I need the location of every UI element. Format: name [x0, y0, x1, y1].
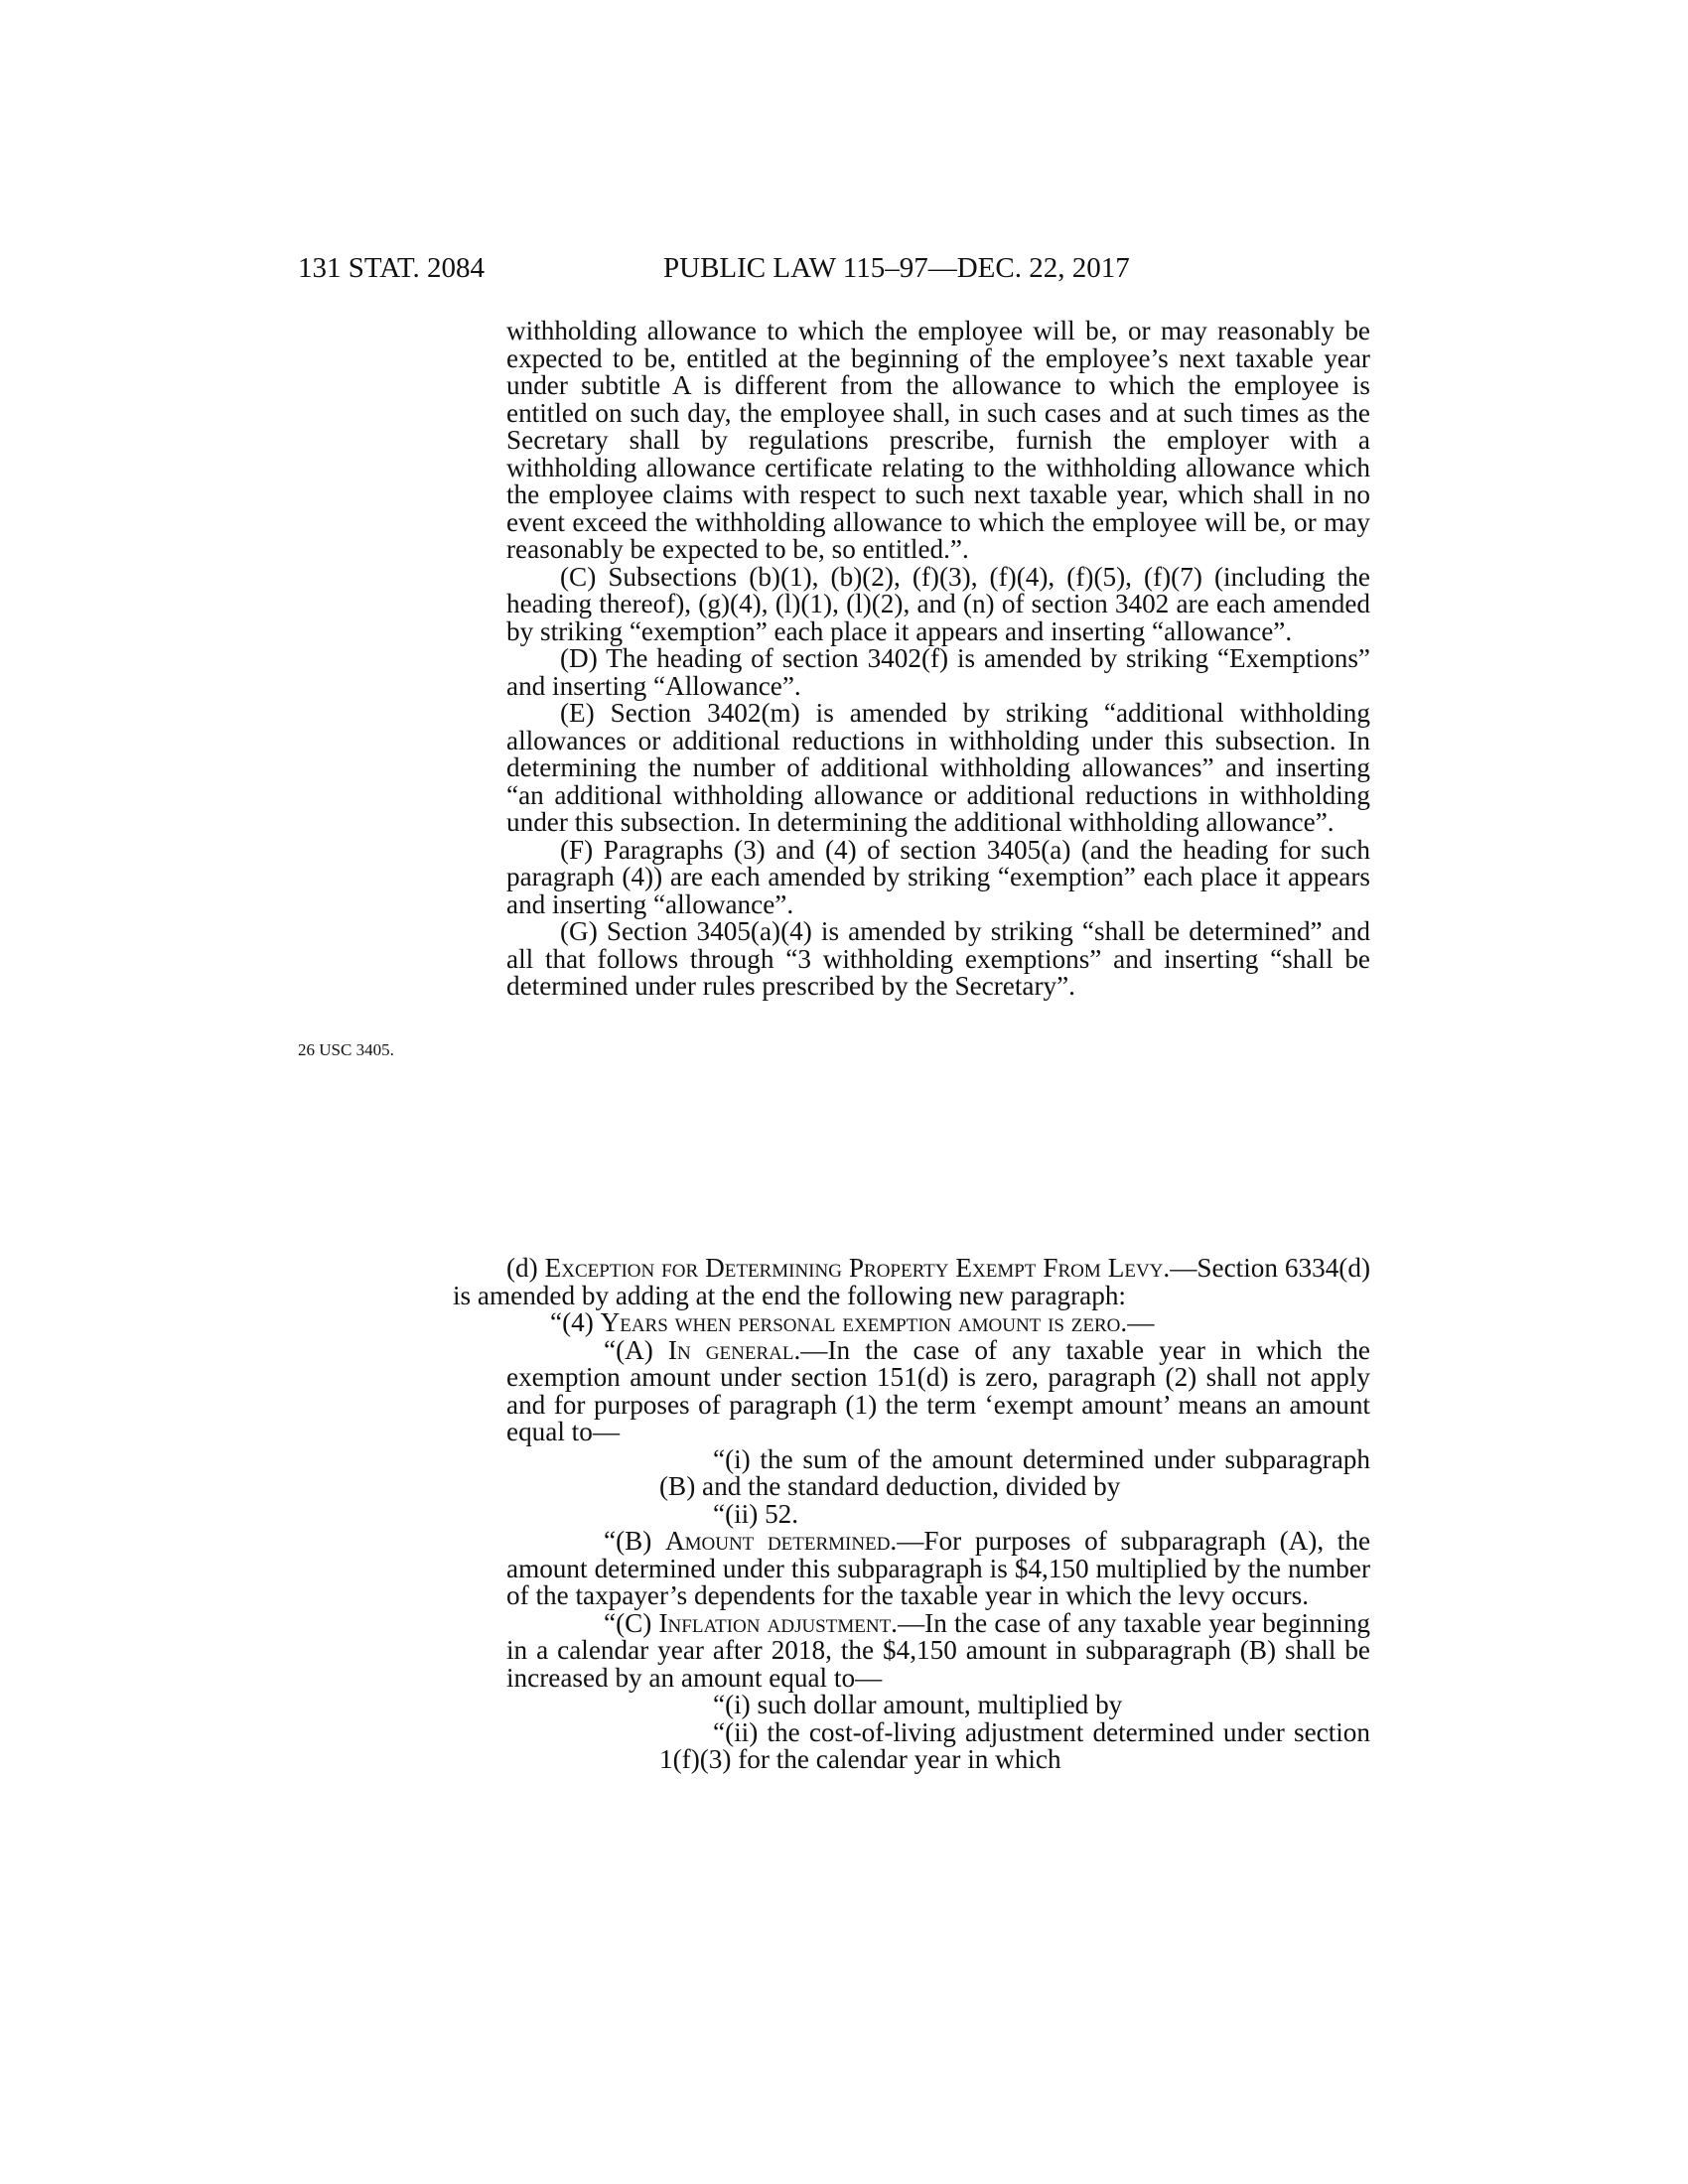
subsection-d-text: —Section 6334(d) is amended by adding at the end the following new paragraph: [453, 1253, 1370, 1310]
paragraph-d-heading-amendment: (D) The heading of section 3402(f) is amended by striking “Exemptions” and inserting “Allowance”. [506, 643, 1370, 701]
clause-c-i: “(i) such dollar amount, multiplied by [713, 1690, 1123, 1719]
clause-a-i: “(i) the sum of the amount determined under subparagraph (B) and the standard deduction, divided by [659, 1443, 1370, 1501]
subparagraph-c-text: —In the case of any taxable year beginning in a calendar year after 2018, the $4,150 amount in subparagraph (B) shall be increased by an amount equal to— [506, 1607, 1371, 1693]
subparagraph-b-text: —For purposes of subparagraph (A), the amount determined under this subparagraph is $4,150 multiplied by the number of the taxpayer’s dependents for the taxable year in which the levy occurs. [506, 1526, 1371, 1610]
subsection-d [453, 1255, 1370, 1309]
paragraph-4-dash: — [1127, 1307, 1155, 1337]
paragraph-continuation: withholding allowance to which the employee will be, or may reasonably be expected to be, entitled at the beginning of the employee’s next taxable year under subtitle A is different from the allowance to which the employee is entitled on such day, the employee shall, in such cases and at such times as the Secretary shall by regulations prescribe, furnish the employer with a withholding allowance certificate relating to the withholding allowance which the employee claims with respect to such next taxable year, which shall in no event exceed the withholding allowance to which the employee will be, or may reasonably be expected to be, so entitled.”. [506, 316, 1370, 564]
subparagraph-c-lead: “(C) [604, 1607, 652, 1638]
paragraph-4-heading: Years when personal exemption amount is zero. [600, 1307, 1128, 1337]
subparagraph-a-text: —In the case of any taxable year in which the exemption amount under section 151(d) is zero, paragraph (2) shall not apply and for purposes of paragraph (1) the term ‘exempt amount’ means an amount equal to— [506, 1334, 1371, 1446]
subsection-d-heading: Exception for Determining Property Exempt From Levy. [544, 1253, 1171, 1283]
subparagraph-a-lead: “(A) [604, 1334, 653, 1365]
paragraph-c: (C) Subsections (b)(1), (b)(2), (f)(3), (f)(4), (f)(5), (f)(7) (including the heading thereof), (g)(4), (l)(1), (l)(2), and (n) of section 3402 are each amended by striking “exemption” each place it appears and inserting “allowance”. [506, 561, 1370, 646]
paragraph-e: (E) Section 3402(m) is amended by striking “additional withholding allowances or additional reductions in withholding under this subsection. In determining the number of additional withholding allowances” and inserting “an additional withholding allowance or additional reductions in withholding under this subsection. In determining the additional withholding allowance”. [506, 698, 1370, 837]
subparagraph-c-inflation [506, 1607, 1371, 1693]
subparagraph-b-lead: “(B) [604, 1526, 652, 1556]
clause-a-ii: “(ii) 52. [713, 1498, 799, 1529]
subsection-d-block [453, 1255, 1370, 1774]
subparagraph-a-heading: In general. [667, 1334, 801, 1365]
subparagraph-a [506, 1334, 1371, 1446]
public-law-title: PUBLIC LAW 115–97—DEC. 22, 2017 [663, 252, 1130, 284]
paragraph-f: (F) Paragraphs (3) and (4) of section 3405(a) (and the heading for such paragraph (4)) are each amended by striking “exemption” each place it appears and inserting “allowance”. [506, 834, 1370, 919]
paragraph-4 [550, 1309, 1370, 1337]
margin-citation: 26 USC 3405. [298, 1040, 394, 1059]
subparagraph-b-heading: Amount determined. [664, 1526, 898, 1556]
subsection-d-lead: (d) [506, 1253, 538, 1283]
statute-page-number: 131 STAT. 2084 [298, 252, 486, 284]
page-header [0, 246, 1688, 290]
paragraph-g: (G) Section 3405(a)(4) is amended by striking “shall be determined” and all that follows through “3 withholding exemptions” and inserting “shall be determined under rules prescribed by the Secretary”. [506, 916, 1370, 1001]
paragraph-4-lead: “(4) [550, 1307, 594, 1337]
subparagraph-c-heading: Inflation adjustment. [658, 1607, 898, 1638]
clause-c-ii: “(ii) the cost-of-living adjustment determined under section 1(f)(3) for the calendar year in which [659, 1716, 1370, 1774]
subparagraph-b [506, 1528, 1370, 1610]
statute-body [506, 318, 1370, 1001]
